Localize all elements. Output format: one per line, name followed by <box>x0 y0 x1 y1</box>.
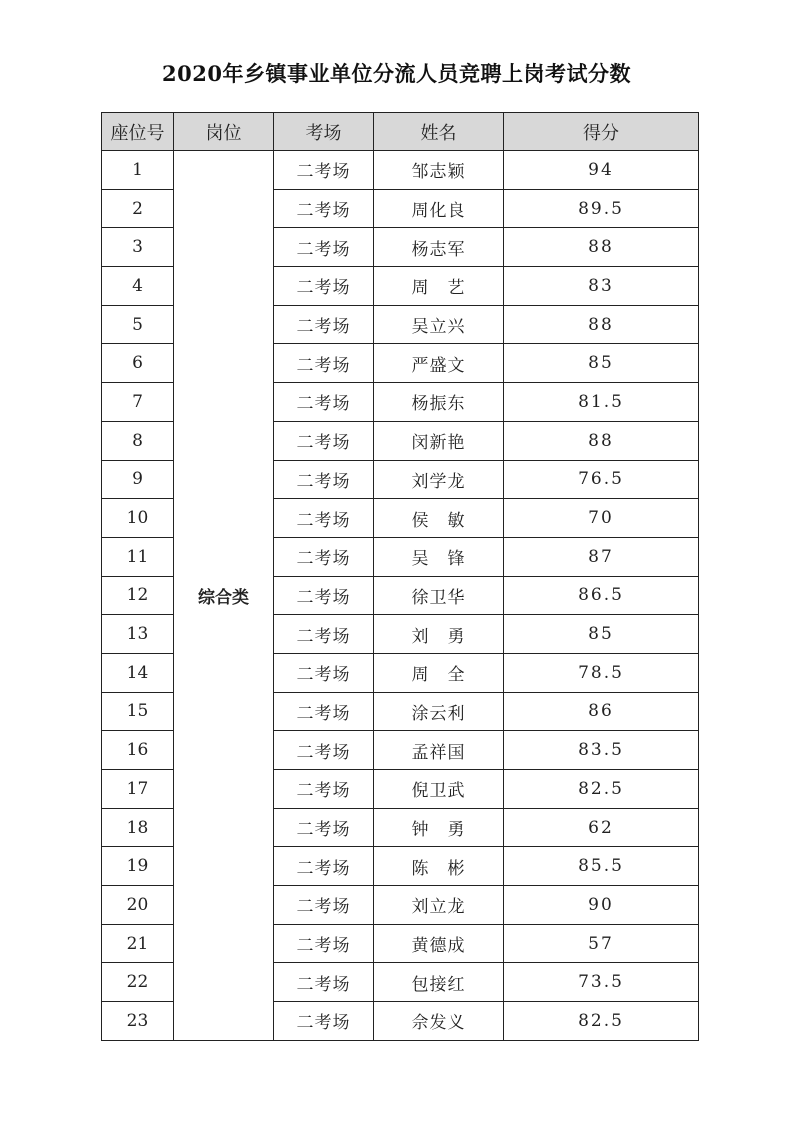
candidate-name-cell: 钟 勇 <box>374 808 504 847</box>
seat-number-cell: 14 <box>102 653 174 692</box>
header-row <box>102 113 699 151</box>
page-title: 2020年乡镇事业单位分流人员竞聘上岗考试分数 <box>162 61 631 86</box>
score-cell: 88 <box>504 228 699 267</box>
candidate-name-cell: 严盛文 <box>374 344 504 383</box>
seat-number-cell: 23 <box>102 1002 174 1041</box>
seat-number-cell: 1 <box>102 151 174 190</box>
seat-number-cell: 6 <box>102 344 174 383</box>
header-room: 考场 <box>274 113 374 151</box>
score-cell: 85 <box>504 344 699 383</box>
candidate-name-cell: 杨振东 <box>374 383 504 422</box>
exam-room-cell: 二考场 <box>274 344 374 383</box>
exam-room-cell: 二考场 <box>274 847 374 886</box>
exam-room-cell: 二考场 <box>274 808 374 847</box>
score-cell: 90 <box>504 886 699 925</box>
score-cell: 73.5 <box>504 963 699 1002</box>
candidate-name-cell: 杨志军 <box>374 228 504 267</box>
candidate-name-cell: 闵新艳 <box>374 421 504 460</box>
seat-number-cell: 4 <box>102 267 174 306</box>
score-cell: 94 <box>504 151 699 190</box>
table-body <box>102 151 699 1041</box>
seat-number-cell: 9 <box>102 460 174 499</box>
exam-room-cell: 二考场 <box>274 963 374 1002</box>
seat-number-cell: 5 <box>102 305 174 344</box>
exam-room-cell: 二考场 <box>274 499 374 538</box>
score-cell: 82.5 <box>504 1002 699 1041</box>
candidate-name-cell: 周 艺 <box>374 267 504 306</box>
exam-room-cell: 二考场 <box>274 770 374 809</box>
exam-room-cell: 二考场 <box>274 615 374 654</box>
seat-number-cell: 3 <box>102 228 174 267</box>
header-seat: 座位号 <box>102 113 174 151</box>
seat-number-cell: 8 <box>102 421 174 460</box>
exam-room-cell: 二考场 <box>274 537 374 576</box>
exam-room-cell: 二考场 <box>274 692 374 731</box>
score-cell: 83 <box>504 267 699 306</box>
score-cell: 88 <box>504 421 699 460</box>
seat-number-cell: 12 <box>102 576 174 615</box>
header-name: 姓名 <box>374 113 504 151</box>
exam-room-cell: 二考场 <box>274 151 374 190</box>
table-row <box>102 151 699 190</box>
candidate-name-cell: 孟祥国 <box>374 731 504 770</box>
seat-number-cell: 17 <box>102 770 174 809</box>
exam-room-cell: 二考场 <box>274 305 374 344</box>
exam-room-cell: 二考场 <box>274 1002 374 1041</box>
exam-room-cell: 二考场 <box>274 383 374 422</box>
score-cell: 85 <box>504 615 699 654</box>
score-cell: 78.5 <box>504 653 699 692</box>
score-cell: 89.5 <box>504 189 699 228</box>
seat-number-cell: 10 <box>102 499 174 538</box>
post-category-cell: 综合类 <box>174 151 274 1041</box>
candidate-name-cell: 黄德成 <box>374 924 504 963</box>
seat-number-cell: 21 <box>102 924 174 963</box>
exam-room-cell: 二考场 <box>274 189 374 228</box>
exam-room-cell: 二考场 <box>274 886 374 925</box>
candidate-name-cell: 邹志颖 <box>374 151 504 190</box>
header-post: 岗位 <box>174 113 274 151</box>
seat-number-cell: 15 <box>102 692 174 731</box>
score-cell: 83.5 <box>504 731 699 770</box>
candidate-name-cell: 侯 敏 <box>374 499 504 538</box>
score-cell: 82.5 <box>504 770 699 809</box>
exam-room-cell: 二考场 <box>274 228 374 267</box>
exam-room-cell: 二考场 <box>274 267 374 306</box>
candidate-name-cell: 刘学龙 <box>374 460 504 499</box>
score-cell: 57 <box>504 924 699 963</box>
candidate-name-cell: 周化良 <box>374 189 504 228</box>
candidate-name-cell: 吴立兴 <box>374 305 504 344</box>
exam-room-cell: 二考场 <box>274 576 374 615</box>
seat-number-cell: 16 <box>102 731 174 770</box>
score-cell: 62 <box>504 808 699 847</box>
candidate-name-cell: 佘发义 <box>374 1002 504 1041</box>
candidate-name-cell: 吴 锋 <box>374 537 504 576</box>
candidate-name-cell: 涂云利 <box>374 692 504 731</box>
score-table <box>101 112 699 1041</box>
seat-number-cell: 2 <box>102 189 174 228</box>
candidate-name-cell: 徐卫华 <box>374 576 504 615</box>
exam-room-cell: 二考场 <box>274 924 374 963</box>
score-cell: 70 <box>504 499 699 538</box>
exam-room-cell: 二考场 <box>274 731 374 770</box>
seat-number-cell: 18 <box>102 808 174 847</box>
seat-number-cell: 7 <box>102 383 174 422</box>
header-score: 得分 <box>504 113 699 151</box>
exam-room-cell: 二考场 <box>274 421 374 460</box>
seat-number-cell: 11 <box>102 537 174 576</box>
score-cell: 88 <box>504 305 699 344</box>
seat-number-cell: 19 <box>102 847 174 886</box>
seat-number-cell: 13 <box>102 615 174 654</box>
candidate-name-cell: 包接红 <box>374 963 504 1002</box>
score-cell: 85.5 <box>504 847 699 886</box>
candidate-name-cell: 刘立龙 <box>374 886 504 925</box>
seat-number-cell: 20 <box>102 886 174 925</box>
exam-room-cell: 二考场 <box>274 460 374 499</box>
candidate-name-cell: 陈 彬 <box>374 847 504 886</box>
candidate-name-cell: 周 全 <box>374 653 504 692</box>
score-cell: 86 <box>504 692 699 731</box>
candidate-name-cell: 刘 勇 <box>374 615 504 654</box>
exam-room-cell: 二考场 <box>274 653 374 692</box>
candidate-name-cell: 倪卫武 <box>374 770 504 809</box>
score-cell: 76.5 <box>504 460 699 499</box>
score-cell: 87 <box>504 537 699 576</box>
score-cell: 81.5 <box>504 383 699 422</box>
seat-number-cell: 22 <box>102 963 174 1002</box>
score-cell: 86.5 <box>504 576 699 615</box>
table-header <box>102 113 699 151</box>
